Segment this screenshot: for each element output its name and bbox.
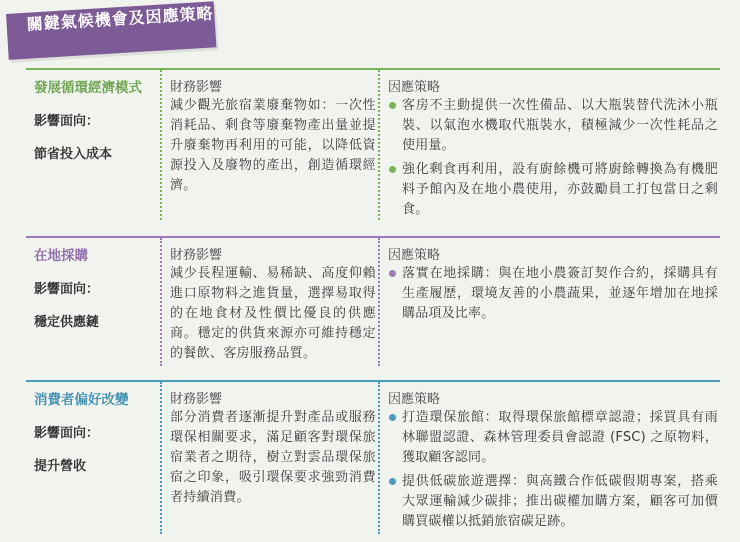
label-column bbox=[34, 76, 154, 162]
strategy-heading: 因應策略 bbox=[388, 248, 441, 263]
section-consumer-preference bbox=[26, 380, 720, 538]
strategy-item: 強化剩食再利用，設有廚餘機可將廚餘轉換為有機肥料予館內及在地小農使用，亦鼓勵員工打包當日之剩食。 bbox=[388, 160, 718, 220]
strategy-list bbox=[388, 408, 718, 536]
column-divider bbox=[160, 382, 162, 534]
column-divider bbox=[378, 238, 380, 366]
strategy-list bbox=[388, 264, 718, 328]
section-circular-economy bbox=[26, 68, 720, 226]
impact-label: 影響面向： bbox=[34, 114, 100, 129]
strategy-heading: 因應策略 bbox=[388, 80, 441, 95]
strategy-item: 打造環保旅館：取得環保旅館標章認證；採買具有雨林聯盟認證、森林管理委員會認證 (FSC) 之原物料，獲取顧客認同。 bbox=[388, 408, 718, 468]
column-divider bbox=[160, 70, 162, 220]
label-column bbox=[34, 388, 154, 474]
strategy-item: 客房不主動提供一次性備品、以大瓶裝替代洗沐小瓶裝、以氣泡水機取代瓶裝水，積極減少一次性耗品之使用量。 bbox=[388, 96, 718, 156]
column-divider bbox=[160, 238, 162, 366]
bullet-icon bbox=[389, 414, 396, 421]
impact-label: 影響面向： bbox=[34, 426, 100, 441]
page-title: 關鍵氣候機會及因應策略 bbox=[26, 3, 215, 34]
strategy-list bbox=[388, 96, 718, 224]
bullet-icon bbox=[389, 166, 396, 173]
column-divider bbox=[378, 70, 380, 220]
impact-value: 穩定供應鏈 bbox=[34, 315, 100, 330]
financial-text: 減少觀光旅宿業廢棄物如：一次性消耗品、剩食等廢棄物產出量並提升廢棄物再利用的可能，以降低資源投入及廢物的產出，創造循環經濟。 bbox=[170, 98, 376, 193]
strategy-item: 落實在地採購：與在地小農簽訂契作合約，採購具有生產履歷，環境友善的小農蔬果，並逐年增加在地採購品項及比率。 bbox=[388, 264, 718, 324]
financial-text: 減少長程運輸、易稀缺、高度仰賴進口原物料之進貨量，選擇易取得的在地食材及性價比優良的供應商。穩定的供貨來源亦可維持穩定的餐飲、客房服務品質。 bbox=[170, 266, 376, 361]
impact-value: 節省投入成本 bbox=[34, 147, 113, 162]
section-divider bbox=[26, 236, 720, 238]
financial-heading: 財務影響 bbox=[170, 392, 223, 407]
strategy-item: 提供低碳旅遊選擇：與高鐵合作低碳假期專案，搭乘大眾運輸減少碳排；推出碳權加購方案，顧客可加價購買碳權以抵銷旅宿碳足跡。 bbox=[388, 472, 718, 532]
category-title: 消費者偏好改變 bbox=[34, 392, 129, 408]
bullet-icon bbox=[389, 102, 396, 109]
category-title: 發展循環經濟模式 bbox=[34, 80, 142, 96]
column-divider bbox=[378, 382, 380, 534]
bullet-icon bbox=[389, 478, 396, 485]
financial-heading: 財務影響 bbox=[170, 80, 223, 95]
label-column bbox=[34, 244, 154, 330]
section-divider bbox=[26, 68, 720, 70]
strategy-heading: 因應策略 bbox=[388, 392, 441, 407]
section-divider bbox=[26, 380, 720, 382]
impact-value: 提升營收 bbox=[34, 459, 87, 474]
financial-text: 部分消費者逐漸提升對產品或服務環保相關要求，滿足顧客對環保旅宿業者之期待，樹立對雲品環保旅宿之印象，吸引環保要求強勁消費者持續消費。 bbox=[170, 410, 376, 505]
impact-label: 影響面向： bbox=[34, 282, 100, 297]
section-local-sourcing bbox=[26, 236, 720, 368]
financial-heading: 財務影響 bbox=[170, 248, 223, 263]
category-title: 在地採購 bbox=[34, 248, 88, 264]
bullet-icon bbox=[389, 270, 396, 277]
